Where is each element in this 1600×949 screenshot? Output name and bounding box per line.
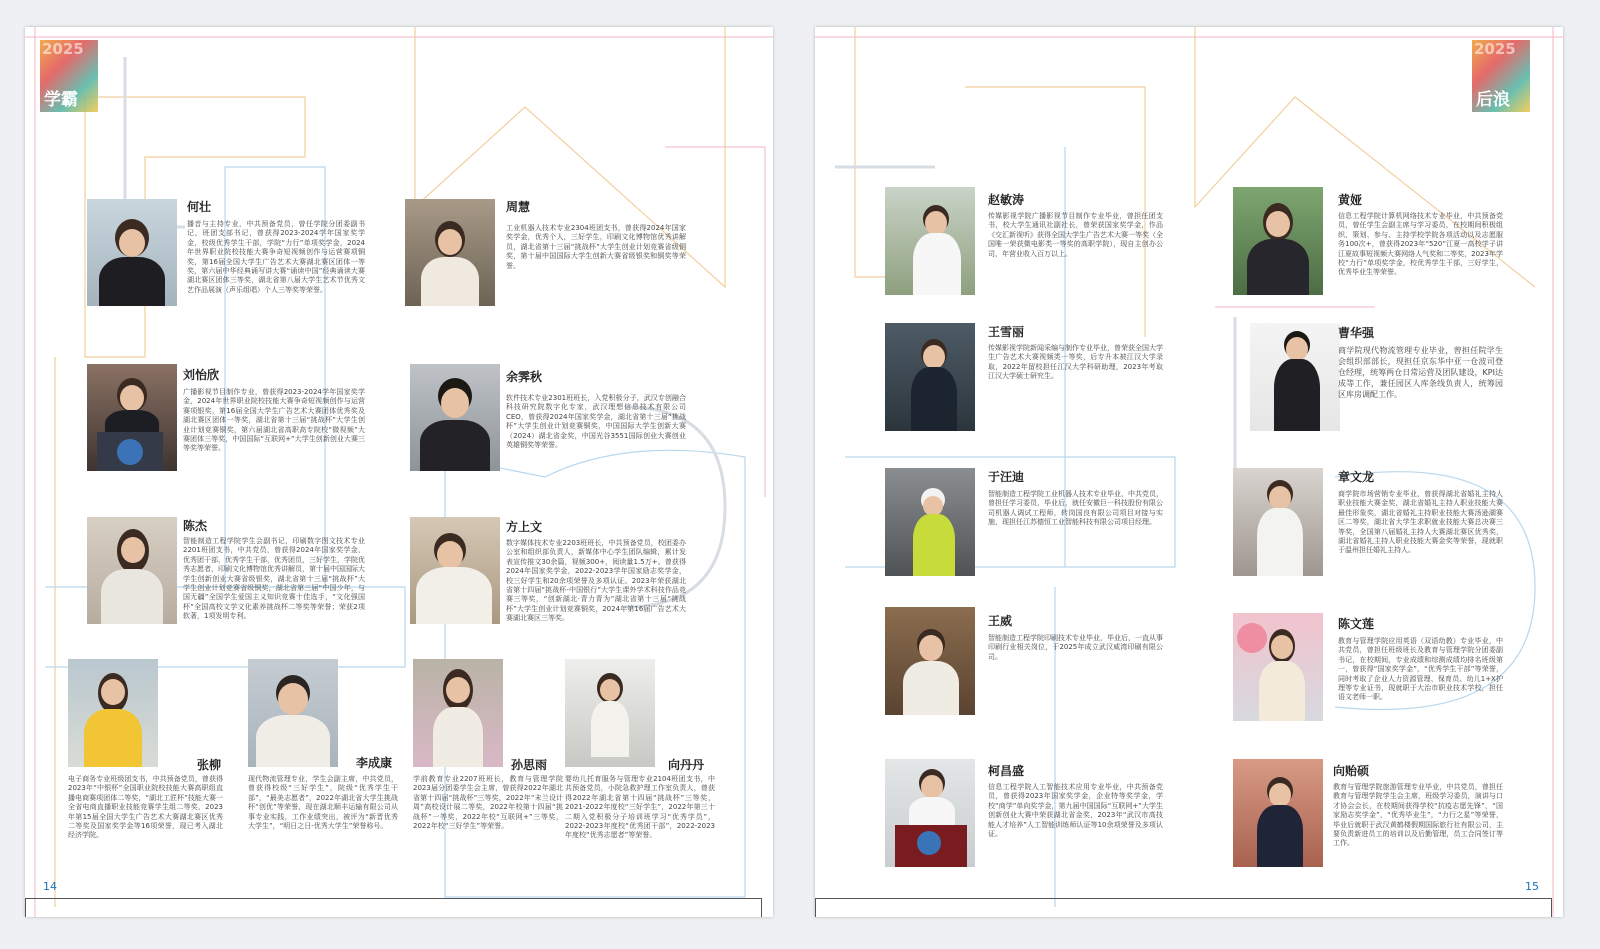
portrait-photo — [1233, 187, 1323, 295]
footer-frame — [25, 898, 762, 917]
badge-title: 后浪 — [1476, 90, 1510, 110]
person-name: 柯昌盛 — [988, 764, 1025, 778]
person-name: 向贻硕 — [1333, 764, 1370, 778]
portrait-photo — [1233, 759, 1323, 867]
person-name: 陈文莲 — [1338, 617, 1375, 631]
person-bio: 传媒影视学院广播影视节目制作专业毕业，曾担任团支书，校大学生通讯社副社长，曾荣获国家奖学金，作品《交汇新视听》获得全国大学生广告艺术大赛一等奖（全国唯一荣获微电影类一等奖的高职学院），现自主创办公司，年营业收入百万以上。 — [988, 212, 1163, 258]
person-name: 赵敏涛 — [988, 193, 1025, 207]
person-name: 陈杰 — [183, 519, 208, 533]
person-name: 黄娅 — [1338, 193, 1363, 207]
person-bio: 工业机器人技术专业2304班团支书，曾获得2024年国家奖学金，优秀个人，三好学生，印刷文化博物馆优秀讲解员，湖北省第十三届“挑战杯”大学生创业计划竞赛省级铜奖，第十届中国国际大学生创新大赛省级银奖和铜奖等荣誉。 — [506, 224, 686, 270]
person-name: 刘怡欣 — [183, 368, 220, 382]
portrait-photo — [248, 659, 338, 767]
portrait-photo — [1233, 613, 1323, 721]
person-bio: 教育与管理学院旅游管理专业毕业，中共党员，曾担任教育与管理学院学生会主席，班级学习委员，演讲与口才协会会长，在校期间获得学校“抗疫志愿先锋”，“国家励志奖学金”，“优秀毕业生”，“力行之星”等荣誉，毕业后就职于武汉黄鹤楼假期国际旅行社有限公司，主要负责新进员工的培训以及后勤管理，员工合同签订等工作。 — [1333, 783, 1503, 848]
portrait-photo — [885, 187, 975, 295]
portrait-photo — [68, 659, 158, 767]
person-name: 何壮 — [187, 200, 212, 214]
person-name: 方上文 — [506, 520, 543, 534]
person-bio: 传媒影视学院新闻采编与制作专业毕业，曾荣获全国大学生广告艺术大赛视频类一等奖，后专升本被江汉大学录取，2022年留校担任江汉大学科研助理，2023年考取江汉大学硕士研究生。 — [988, 344, 1163, 381]
person-bio: 婴幼儿托育服务与管理专业2104班团支书，中共预备党员，小院急救护理工作室负责人，曾获得2022年湖北省第十四届“挑战杯”三等奖，2021-2022年度校“三好学生”，2022年第三十二期入党积极分子培训班学习“优秀学员”，2022-2023年度校“优秀团干部”，2022-2023年度校“优秀志愿者”等荣誉。 — [565, 775, 715, 840]
person-bio: 播音与主持专业，中共预备党员，曾任学院分团委副书记，班团支部书记，曾获得2023-2024学年国家奖学金，校级优秀学生干部，学院“力行”单项奖学金，2024年世界职业院校技能大赛争奇短视频创作与运营赛项铜奖，第16届全国大学生广告艺术大赛湖北赛区团体一等奖，第六届中华经典诵写讲大赛“诵读中国”经典诵读大赛湖北赛区团体三等奖，湖北省第八届大学生艺术节优秀文艺作品展演（声乐组唱）个人三等奖等荣誉。 — [187, 220, 365, 294]
portrait-photo — [410, 517, 500, 624]
person-name: 章文龙 — [1338, 470, 1375, 484]
person-bio: 商学院现代物流管理专业毕业，曾担任院学生会组织部部长，现担任京东华中亚一仓波司登仓经理，统筹两仓日常运营及团队建设，KPI达成等工作，兼任园区人库条线负责人，统筹园区库房调配工作。 — [1338, 346, 1503, 399]
person-name: 李成康 — [356, 756, 393, 770]
person-bio: 教育与管理学院应用英语（双语幼教）专业毕业，中共党员，曾担任班级班长及教育与管理学院分团委副书记，在校期间，专业成绩和综测成绩均排名班级第一，曾获得“国家奖学金”，“优秀学生干部”等荣誉，同时考取了企业人力资源管理、保育员、幼儿1+X护理等专业证书，现就职于大治市职业技术学校，担任语文老师一职。 — [1338, 637, 1503, 702]
portrait-photo — [885, 468, 975, 576]
person-bio: 智能制造工程学院印刷技术专业毕业，毕业后，一直从事印刷行业相关岗位，于2025年成立武汉威湾印刷有限公司。 — [988, 634, 1163, 661]
portrait-photo — [87, 517, 177, 624]
person-bio: 信息工程学院计算机网络技术专业毕业，中共预备党员，曾任学生会副主席与学习委员，在校期间积极组织、策划、参与、主持学校学院各项活动以及志愿服务100次+，曾获得2023年“520”江夏一高校学子讲江夏故事短视频大赛网络人气奖和二等奖，2023年学校“力行”单项奖学金，校优秀学生干部，三好学生，优秀毕业生等荣誉。 — [1338, 212, 1503, 277]
section-badge — [40, 40, 98, 112]
badge-year: 2025 — [1474, 40, 1516, 58]
person-name: 余霁秋 — [506, 370, 543, 384]
person-name: 张柳 — [197, 758, 222, 772]
person-bio: 现代物流管理专业，学生会副主席，中共党员，曾获得校级“三好学生”，院级“优秀学生干部”，“最美志愿者”，2022年湖北省大学生挑战杯“创优”等荣誉，现在湖北顺丰运输有限公司从事专业实践，工作业绩突出，被评为“新晋优秀大学生”，“明日之日-优秀大学生”荣誉称号。 — [248, 775, 398, 831]
person-bio: 学前教育专业2207班班长，教育与管理学院2023届分团委学生会主席，曾获得2022年湖北省第十四届“挑战杯”三等奖，2022年“未兰设计周”高校设计展二等奖，2022年校第十四届“挑战杯”一等奖，2022年校“互联网+”三等奖，2022年校“三好学生”等荣誉。 — [413, 775, 563, 831]
person-name: 曹华强 — [1338, 326, 1375, 340]
portrait-photo — [87, 199, 177, 306]
person-name: 孙思雨 — [511, 758, 548, 772]
person-bio: 商学院市场营销专业毕业，曾获得湖北省婚礼主持人职业技能大赛金奖，湖北省婚礼主持人职业技能大赛最佳形象奖，湖北省婚礼主持职业技能大赛汤逊湖赛区二等奖，湖北省大学生求职就业技能大赛总决赛三等奖，全国第八届婚礼主持人大赛湖北赛区优秀奖，湖北省婚礼主持人职业技能大赛金奖等荣誉，现就职于温州担任婚礼主持人。 — [1338, 490, 1503, 555]
person-bio: 软件技术专业2301班班长，入党积极分子，武汉专创融合科技研究院数字化专家，武汉理想信息技术有限公司CEO，曾获得2024年国家奖学金，湖北省第十三届“挑战杯”大学生创业计划竞赛铜奖，中国国际大学生创新大赛（2024）湖北省金奖，中国光谷3551国际创业大赛创业英雄铜奖等荣誉。 — [506, 394, 686, 450]
person-name: 王威 — [988, 614, 1013, 628]
person-name: 于汪迪 — [988, 470, 1025, 484]
footer-frame — [815, 898, 1552, 917]
portrait-photo — [413, 659, 503, 767]
badge-year: 2025 — [42, 40, 84, 58]
portrait-photo — [885, 323, 975, 431]
portrait-photo — [405, 199, 495, 306]
portrait-photo — [410, 364, 500, 471]
left-page — [25, 27, 773, 917]
person-bio: 电子商务专业班级团支书，中共预备党员，曾获得2023年“中银杯”全国职业院校技能大赛高职组直播电商赛项团体二等奖，“湖北工匠杯”技能大赛一全省电商直播职业技能竞赛学生组二等奖，2023年第15届全国大学生广告艺术大赛湖北赛区优秀二等奖及国家奖学金等16项荣誉，现已考入湖北经济学院。 — [68, 775, 223, 840]
person-name: 向丹丹 — [668, 758, 705, 772]
person-name: 周慧 — [506, 200, 531, 214]
person-name: 王雪丽 — [988, 325, 1025, 339]
section-badge — [1472, 40, 1530, 112]
page-number: 15 — [1525, 880, 1539, 893]
portrait-photo — [885, 759, 975, 867]
portrait-photo — [565, 659, 655, 767]
portrait-photo — [1233, 468, 1323, 576]
portrait-photo — [1250, 323, 1340, 431]
person-bio: 数字媒体技术专业2203班班长，中共预备党员，校团委办公室和组织部负责人，新媒体中心学生团队编辑，累计发表宣传推文30余篇，视频300+，阅读量1.5万+。曾获得2024年国家奖学金，2022-2023学年国家励志奖学金，校三好学生和20余项荣誉及多项认证。2023年荣获湖北省第十四届“挑战杯-中国银行”大学生课外学术科技作品竞赛三等奖，“创新湖北·青力青为”湖北省第十三届“挑战杯”大学生创业计划竞赛铜奖，2024年第16届广告艺术大赛湖北赛区三等奖。 — [506, 539, 686, 623]
person-bio: 智能制造工程学院学生会副书记，印刷数字图文技术专业2201班团支书，中共党员，曾获得2024年国家奖学金，优秀团干部，优秀学生干部，优秀团员，三好学生，学院优秀志愿者，印刷文化博物馆优秀讲解员，第十届中国国际大学生创新创业大赛省级银奖，湖北省第十三届“挑战杯”大学生创业计划竞赛省级铜奖，湖北省第三届“中国少年，与国无疆”全国学生爱国主义知识竞赛十佳选手，“文化强国杯”全国高校文学文化素养挑战杯二等奖等荣誉；荣获2项软著，1项发明专利。 — [183, 537, 365, 621]
badge-title: 学霸 — [44, 90, 78, 110]
page-number: 14 — [43, 880, 57, 893]
person-bio: 信息工程学院人工智能技术应用专业毕业，中共预备党员，曾获得2023年国家奖学金，企业特等奖学金，学校“商学”单向奖学金，第九届中国国际“互联网+”大学生创新创业大赛中荣获湖北省金奖，2023年“武汉市高技能人才培养”人工智能训练师认证等10余项荣誉及多项认证。 — [988, 783, 1163, 839]
portrait-photo — [885, 607, 975, 715]
portrait-photo — [87, 364, 177, 471]
person-bio: 智能制造工程学院工业机器人技术专业毕业，中共党员，曾担任学习委员，毕业后，就任安徽巨一科技股份有限公司机器人调试工程师，转岗国良有限公司项目对接与实施，现担任江苏德恒工业智能科技有限公司项目经理。 — [988, 490, 1163, 527]
right-page — [815, 27, 1563, 917]
person-bio: 广播影视节目制作专业，曾获得2023-2024学年国家奖学金，2024年世界职业院校技能大赛争奇短视频创作与运营赛项银奖，第16届全国大学生广告艺术大赛团体优秀奖及湖北赛区团体一等奖，湖北省第十三届“挑战杯”大学生创业计划竞赛铜奖，第六届湖北省高职高专院校“微视频”大赛团体三等奖，中国国际“互联网+”大学生创新创业大赛三等奖等荣誉。 — [183, 388, 365, 453]
